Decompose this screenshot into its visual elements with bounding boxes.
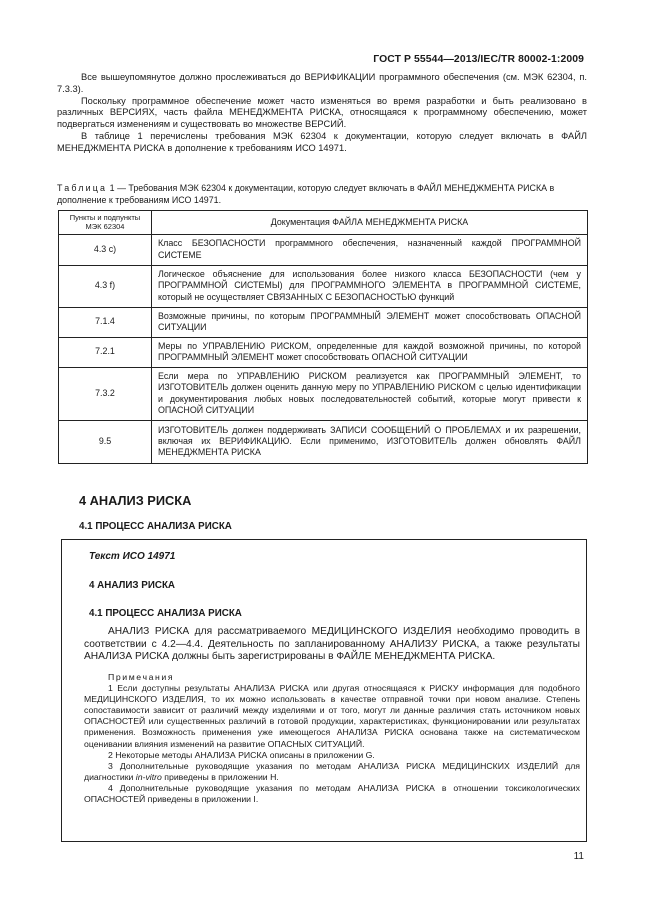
table-row (59, 307, 588, 337)
column-header-clause: Пункты и подпункты МЭК 62304 (59, 211, 152, 235)
note-item: 2 Некоторые методы АНАЛИЗА РИСКА описаны в приложении G. (108, 749, 375, 760)
intro-paragraph: Поскольку программное обеспечение может часто изменяться во время разработки и быть реализовано в различных ВЕРСИЯХ, часть файла МЕНЕДЖМЕНТА РИСКА, относящаяся к программному обеспечению, может подвергаться изменениям и существовать во множестве ВЕРСИЙ. (57, 95, 587, 130)
clause-cell: 4.3 c) (59, 234, 152, 265)
clause-cell: 7.3.2 (59, 367, 152, 420)
section-title: 4 АНАЛИЗ РИСКА (79, 493, 192, 508)
note-item: 4 Дополнительные руководящие указания по методам АНАЛИЗА РИСКА в отношении токсикологических ОПАСНОСТЕЙ приведены в приложении I. (84, 782, 580, 805)
intro-paragraph: Все вышеупомянутое должно прослеживаться до ВЕРИФИКАЦИИ программного обеспечения (см. МЭК 62304, п. 7.3.3). (57, 72, 587, 94)
table-caption-text: 1 — Требования МЭК 62304 к документации, которую следует включать в ФАЙЛ МЕНЕДЖМЕНТА РИСКА в дополнение к требованиям ИСО 14971. (57, 183, 555, 205)
notes-block (84, 672, 580, 805)
table-header-row (59, 211, 588, 235)
note-item: 1 Если доступны результаты АНАЛИЗА РИСКА или другая относящаяся к РИСКУ информация для подобного МЕДИЦИНСКОГО ИЗДЕЛИЯ, то их можно использовать в качестве отправной точки при новом анализе. Степень сопоставимости зависит от различий между изделиями и от того, могут ли данные различия стать источником новых ОПАСНОСТЕЙ или существенных различий в готовой продукции, характеристиках, функционировании или результатах применения. Возможность применения уже имеющегося АНАЛИЗА РИСКА основана также на систематическом оценивании влияния изменений на развитие ОПАСНЫХ СИТУАЦИЙ. (84, 683, 580, 749)
clause-cell: 4.3 f) (59, 265, 152, 307)
documentation-cell: Класс БЕЗОПАСНОСТИ программного обеспечения, назначенный каждой ПРОГРАММНОЙ СИСТЕМЕ (152, 234, 588, 265)
documentation-cell: Если мера по УПРАВЛЕНИЮ РИСКОМ реализуется как ПРОГРАММНЫЙ ЭЛЕМЕНТ, то ИЗГОТОВИТЕЛЬ должен оценить данную меру по УПРАВЛЕНИЮ РИСКОМ с целью идентификации и документирования любых новых последовательностей событий, которые могут привести к ОПАСНОЙ СИТУАЦИИ (152, 367, 588, 420)
document-header: ГОСТ Р 55544—2013/IEC/TR 80002-1:2009 (373, 54, 584, 65)
requirements-table (58, 210, 588, 464)
clause-cell: 7.1.4 (59, 307, 152, 337)
note-text: приведены в приложении H. (161, 771, 279, 782)
column-header-documentation: Документация ФАЙЛА МЕНЕДЖМЕНТА РИСКА (152, 211, 588, 235)
table-row (59, 367, 588, 420)
table-row (59, 265, 588, 307)
documentation-cell: ИЗГОТОВИТЕЛЬ должен поддерживать ЗАПИСИ СООБЩЕНИЙ О ПРОБЛЕМАХ и их разрешении, включая их ВЕРИФИКАЦИЮ. Если применимо, ИЗГОТОВИТЕЛЬ должен обновлять ФАЙЛ МЕНЕДЖМЕНТА РИСКА (152, 420, 588, 463)
subsection-title: 4.1 ПРОЦЕСС АНАЛИЗА РИСКА (79, 521, 232, 532)
clause-cell: 7.2.1 (59, 337, 152, 367)
documentation-cell: Меры по УПРАВЛЕНИЮ РИСКОМ, определенные для каждой возможной причины, по которой ПРОГРАММНЫЙ ЭЛЕМЕНТ может способствовать ОПАСНОЙ СИТУАЦИИ (152, 337, 588, 367)
table-row (59, 234, 588, 265)
notes-heading: Примечания (108, 672, 175, 682)
note-text: 3 Дополнительные руководящие указания по методам АНАЛИЗА РИСКА МЕДИЦИНСКИХ ИЗДЕЛИЙ для диагностики (84, 760, 580, 782)
note-italic: in-vitro (135, 771, 162, 782)
note-item (84, 761, 580, 783)
intro-text (57, 72, 587, 155)
documentation-cell: Возможные причины, по которым ПРОГРАММНЫЙ ЭЛЕМЕНТ может способствовать ОПАСНОЙ СИТУАЦИИ (152, 307, 588, 337)
iso-box-body: АНАЛИЗ РИСКА для рассматриваемого МЕДИЦИНСКОГО ИЗДЕЛИЯ необходимо проводить в соответствии с 4.2—4.4. Деятельность по запланированному АНАЛИЗУ РИСКА, а также результаты АНАЛИЗА РИСКА должны быть зарегистрированы в ФАЙЛЕ МЕНЕДЖМЕНТА РИСКА. (84, 626, 580, 663)
iso-text-box (61, 539, 587, 842)
table-row (59, 420, 588, 463)
documentation-cell: Логическое объяснение для использования более низкого класса БЕЗОПАСНОСТИ (чем у ПРОГРАММНОЙ СИСТЕМЫ) для ПРОГРАММНОГО ЭЛЕМЕНТА в ПРОГРАММНОЙ СИСТЕМЕ, который не осуществляет СВЯЗАННЫХ С БЕЗОПАСНОСТЬЮ функций (152, 265, 588, 307)
clause-cell: 9.5 (59, 420, 152, 463)
iso-box-label: Текст ИСО 14971 (89, 551, 176, 562)
table-row (59, 337, 588, 367)
table-caption-label: Таблица (57, 183, 108, 193)
iso-box-heading: 4 АНАЛИЗ РИСКА (89, 580, 175, 591)
page-number: 11 (573, 851, 584, 862)
intro-paragraph: В таблице 1 перечислены требования МЭК 62304 к документации, которую следует включать в ФАЙЛ МЕНЕДЖМЕНТА РИСКА в дополнение к требованиям ИСО 14971. (57, 130, 587, 153)
table-caption (57, 183, 587, 206)
iso-box-subheading: 4.1 ПРОЦЕСС АНАЛИЗА РИСКА (89, 608, 242, 619)
